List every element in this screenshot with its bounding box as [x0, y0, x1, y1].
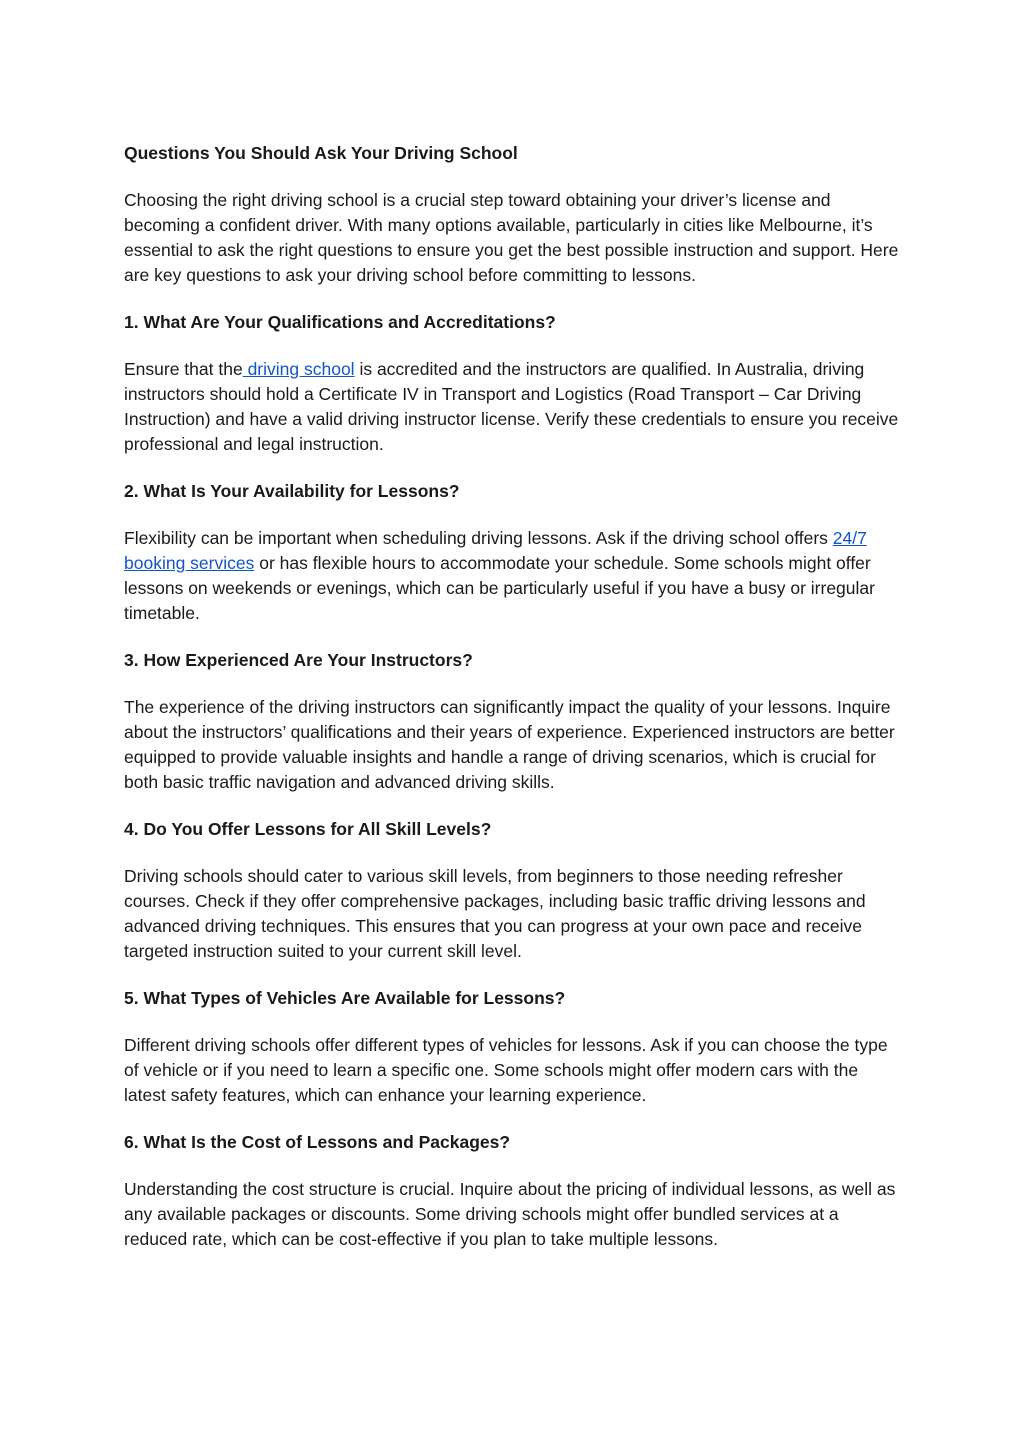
section-paragraph-vehicles: Different driving schools offer different types of vehicles for lessons. Ask if you can choose the type of vehicle or if you need to learn a specific one. Some schools might offer modern cars with the latest safety features, which can enhance your learning experience. [124, 1035, 888, 1105]
section-paragraph-experience: The experience of the driving instructors can significantly impact the quality of your lessons. Inquire about the instructors’ qualifications and their years of experience. Experienced instructors are better equipped to provide valuable insights and handle a range of driving scenarios, which is crucial for both basic traffic navigation and advanced driving skills. [124, 697, 895, 792]
paragraph-text: or has flexible hours to accommodate your schedule. Some schools might offer lessons on weekends or evenings, which can be particularly useful if you have a busy or irregular timetable. [124, 553, 875, 623]
paragraph-text: Flexibility can be important when scheduling driving lessons. Ask if the driving school offers [124, 528, 833, 548]
section-heading-vehicles: 5. What Types of Vehicles Are Available for Lessons? [124, 988, 566, 1008]
section-paragraph-cost: Understanding the cost structure is crucial. Inquire about the pricing of individual lessons, as well as any available packages or discounts. Some driving schools might offer bundled services at a reduced rate, which can be cost-effective if you plan to take multiple lessons. [124, 1179, 896, 1249]
section-paragraph-qualifications [124, 357, 904, 457]
section-heading-availability: 2. What Is Your Availability for Lessons? [124, 481, 460, 501]
paragraph-text: Ensure that the [124, 359, 243, 379]
booking-services-link[interactable]: 24/7 booking services [124, 528, 867, 573]
section-heading-cost: 6. What Is the Cost of Lessons and Packages? [124, 1132, 511, 1152]
driving-school-link[interactable]: driving school [242, 359, 355, 379]
section-paragraph-availability [124, 526, 904, 626]
section-heading-experience: 3. How Experienced Are Your Instructors? [124, 650, 473, 670]
intro-paragraph: Choosing the right driving school is a crucial step toward obtaining your driver’s license and becoming a confident driver. With many options available, particularly in cities like Melbourne, it’s essential to ask the right questions to ensure you get the best possible instruction and support. Here are key questions to ask your driving school before committing to lessons. [124, 190, 899, 285]
section-heading-qualifications: 1. What Are Your Qualifications and Accreditations? [124, 312, 556, 332]
section-paragraph-skill-levels: Driving schools should cater to various skill levels, from beginners to those needing refresher courses. Check if they offer comprehensive packages, including basic traffic driving lessons and advanced driving techniques. This ensures that you can progress at your own pace and receive targeted instruction suited to your current skill level. [124, 866, 866, 961]
paragraph-text: is accredited and the instructors are qualified. In Australia, driving instructors should hold a Certificate IV in Transport and Logistics (Road Transport – Car Driving Instruction) and have a valid driving instructor license. Verify these credentials to ensure you receive professional and legal instruction. [124, 359, 899, 454]
page-title: Questions You Should Ask Your Driving School [124, 143, 518, 163]
document-page [124, 141, 904, 1274]
section-heading-skill-levels: 4. Do You Offer Lessons for All Skill Levels? [124, 819, 492, 839]
